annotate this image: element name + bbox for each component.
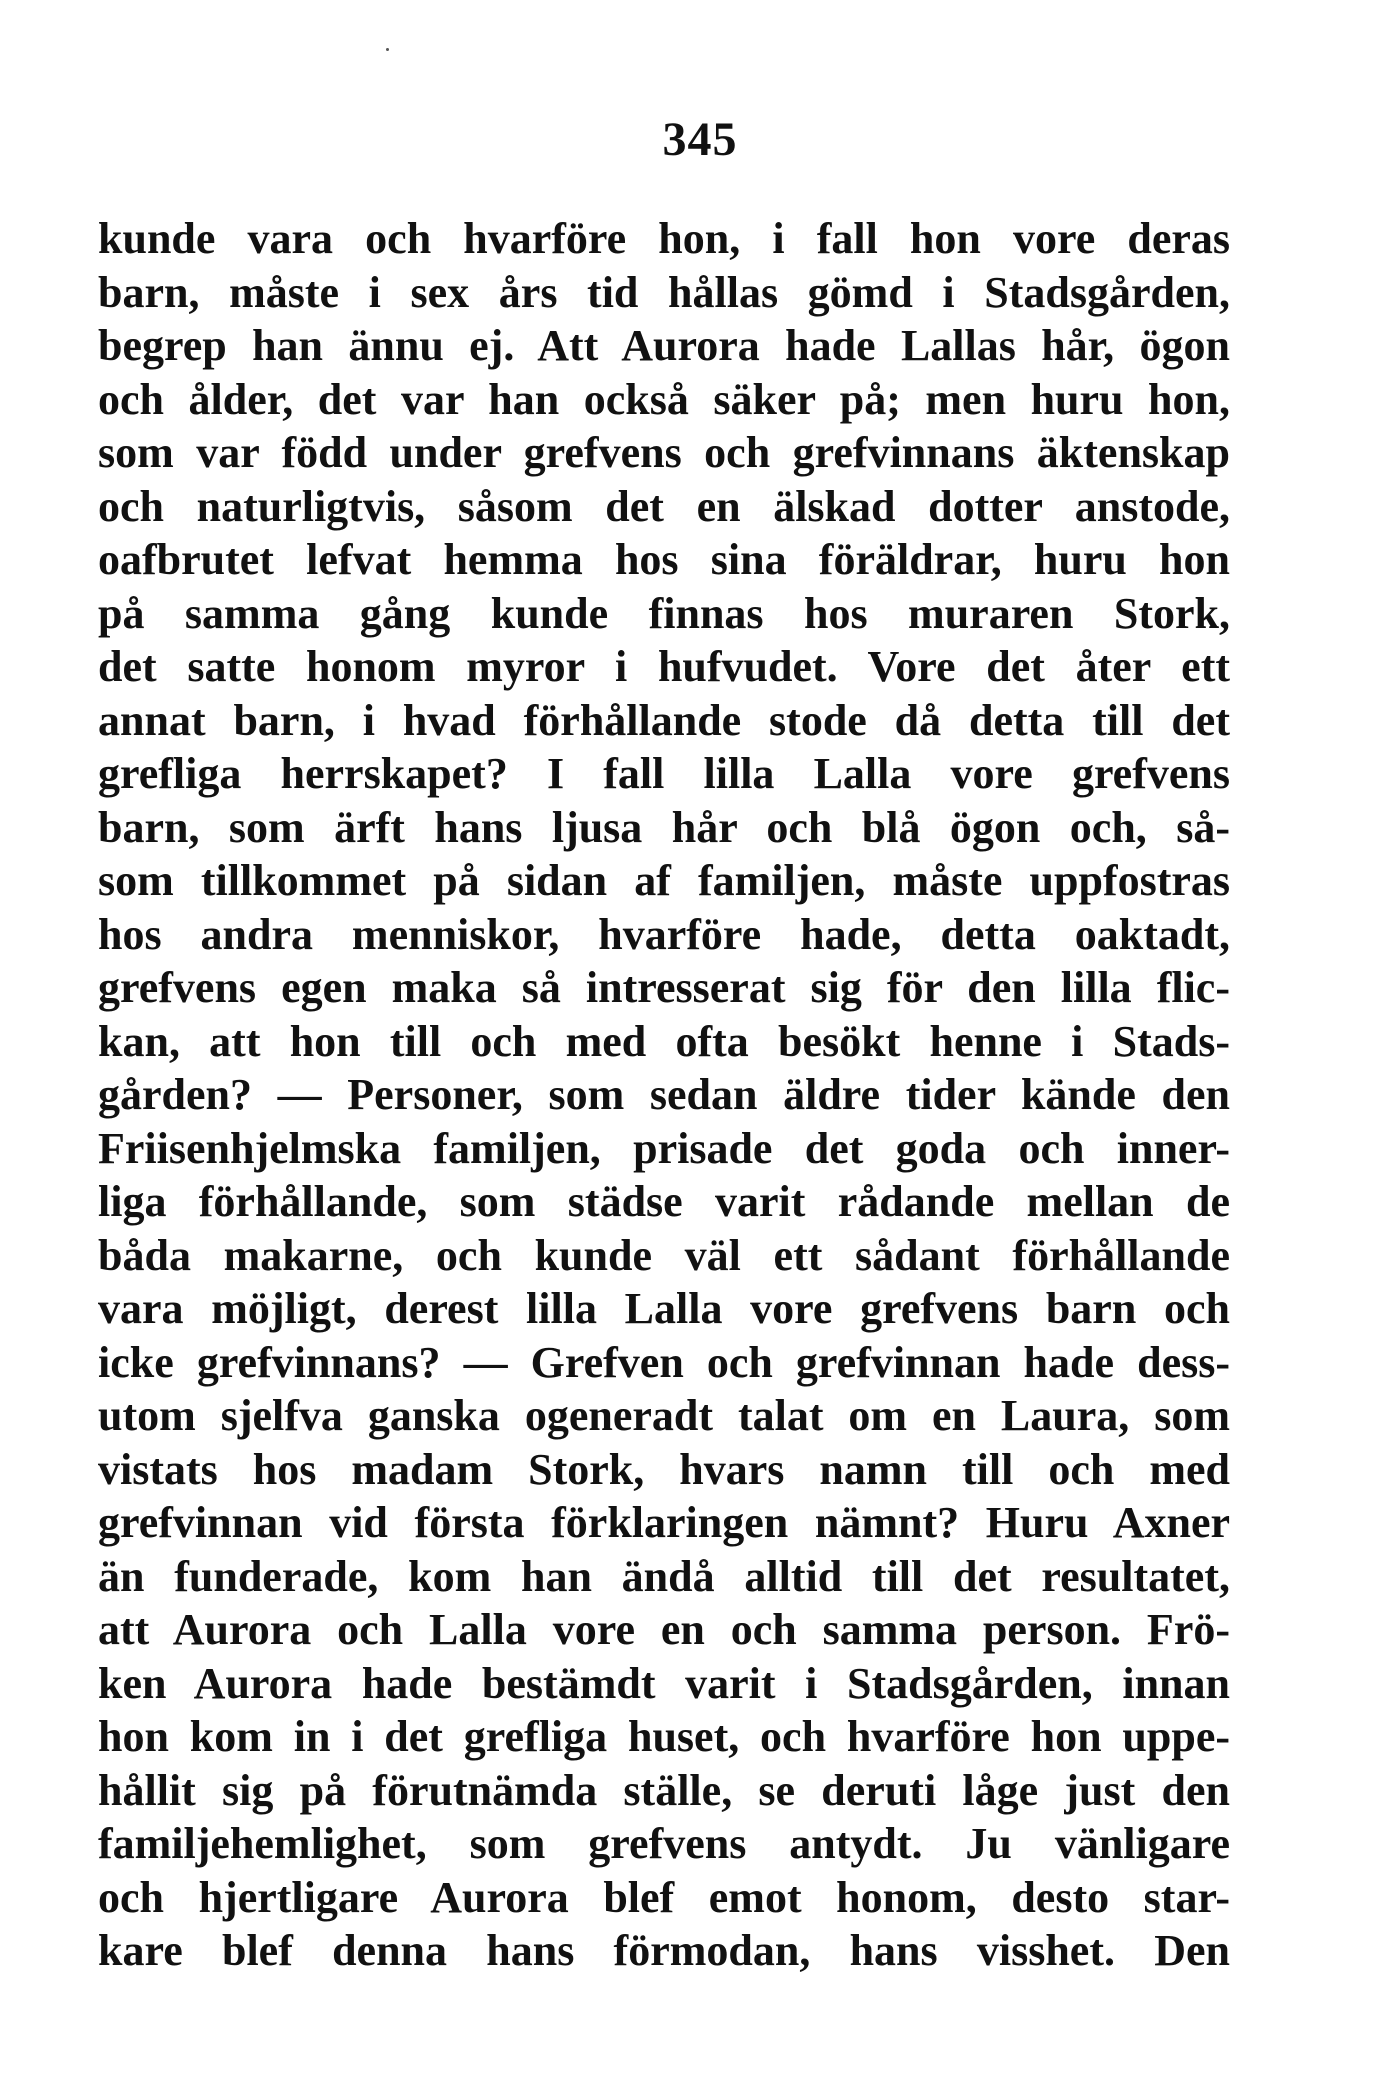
text-line: Friisenhjelmska familjen, prisade det goda och inner-: [98, 1123, 1230, 1173]
text-line: och hjertligare Aurora blef emot honom, desto star-: [98, 1872, 1230, 1922]
print-speck: [386, 48, 389, 51]
page-number: 345: [662, 113, 738, 166]
text-line: på samma gång kunde finnas hos muraren Stork,: [98, 588, 1230, 638]
text-line: gården? — Personer, som sedan äldre tider kände den: [98, 1070, 1230, 1119]
text-line: det satte honom myror i hufvudet. Vore det åter ett: [98, 642, 1230, 691]
text-line: hon kom in i det grefliga huset, och hvarföre hon uppe-: [98, 1712, 1230, 1761]
text-line: kan, att hon till och med ofta besökt henne i Stads-: [98, 1016, 1230, 1066]
text-line: grefvens egen maka så intresserat sig för den lilla flic-: [98, 963, 1230, 1012]
text-line: vara möjligt, derest lilla Lalla vore grefvens barn och: [98, 1284, 1230, 1333]
text-line: oafbrutet lefvat hemma hos sina föräldrar, huru hon: [98, 535, 1230, 584]
text-line: grefvinnan vid första förklaringen nämnt? Huru Axner: [98, 1498, 1230, 1547]
text-line: kunde vara och hvarföre hon, i fall hon vore deras: [98, 214, 1230, 263]
text-line: båda makarne, och kunde väl ett sådant förhållande: [98, 1230, 1230, 1280]
text-line: än funderade, kom han ändå alltid till det resultatet,: [98, 1551, 1230, 1601]
text-line: vistats hos madam Stork, hvars namn till och med: [98, 1444, 1230, 1494]
text-line: barn, som ärft hans ljusa hår och blå ögon och, så-: [98, 802, 1230, 852]
text-line: som tillkommet på sidan af familjen, måste uppfostras: [98, 856, 1230, 905]
text-line: utom sjelfva ganska ogeneradt talat om en Laura, som: [98, 1391, 1230, 1440]
text-line: barn, måste i sex års tid hållas gömd i Stadsgården,: [98, 267, 1230, 317]
text-line: att Aurora och Lalla vore en och samma person. Frö-: [98, 1605, 1230, 1654]
text-line: kare blef denna hans förmodan, hans visshet. Den: [98, 1926, 1230, 1975]
text-line: och naturligtvis, såsom det en älskad dotter anstode,: [98, 481, 1230, 531]
text-line: liga förhållande, som städse varit rådande mellan de: [98, 1177, 1230, 1226]
text-line: familjehemlighet, som grefvens antydt. Ju vänligare: [98, 1819, 1230, 1868]
text-line: annat barn, i hvad förhållande stode då detta till det: [98, 695, 1230, 745]
body-text: [98, 212, 1230, 1978]
text-line: grefliga herrskapet? I fall lilla Lalla vore grefvens: [98, 749, 1230, 798]
text-line: hos andra menniskor, hvarföre hade, detta oaktadt,: [98, 909, 1230, 959]
text-line: som var född under grefvens och grefvinnans äktenskap: [98, 428, 1230, 477]
text-line: ken Aurora hade bestämdt varit i Stadsgården, innan: [98, 1658, 1230, 1708]
text-line: icke grefvinnans? — Grefven och grefvinnan hade dess-: [98, 1337, 1230, 1387]
text-line: och ålder, det var han också säker på; men huru hon,: [98, 374, 1230, 424]
text-line: begrep han ännu ej. Att Aurora hade Lallas hår, ögon: [98, 321, 1230, 370]
text-line: hållit sig på förutnämda ställe, se deruti låge just den: [98, 1765, 1230, 1815]
